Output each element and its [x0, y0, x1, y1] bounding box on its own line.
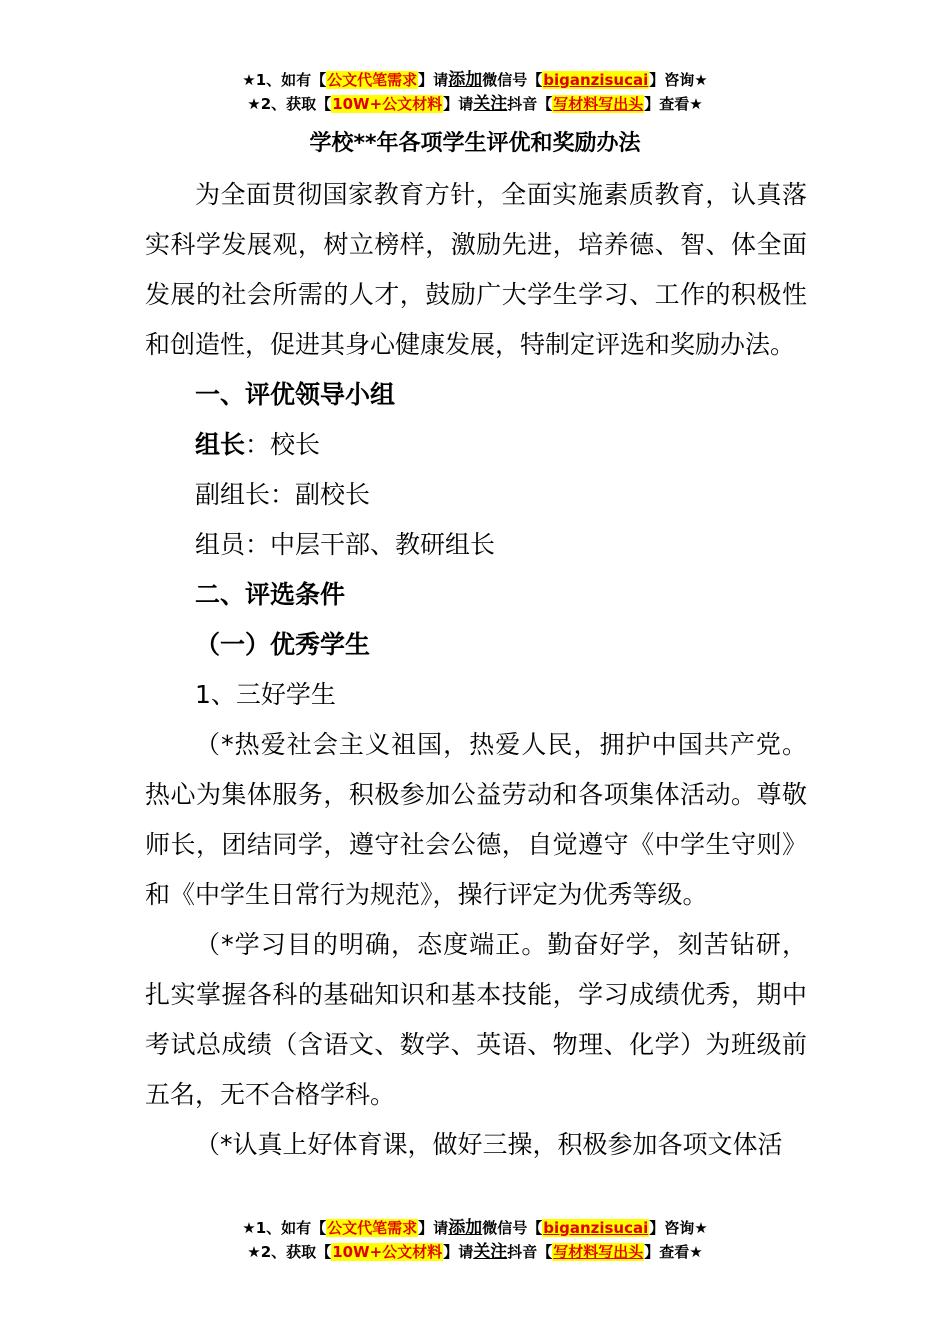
members-label: 组员 [195, 530, 246, 559]
highlight-ghostwriting: 公文代笔需求 [327, 71, 418, 89]
banner-line-1 [0, 1216, 950, 1240]
banner-text: 】咨询★ [649, 71, 708, 89]
members-value: ：中层干部、教研组长 [245, 530, 496, 559]
section1-heading: 一、评优领导小组 [195, 380, 396, 409]
star-icon: ★ [242, 71, 256, 89]
banner-text: 1、如有【 [255, 71, 327, 89]
banner-text: 】查看★ [644, 1243, 703, 1261]
leader-value: ：校长 [245, 430, 321, 459]
header-banner [0, 68, 950, 116]
wechat-id[interactable]: biganzisucai [543, 71, 649, 89]
vice-leader-line [145, 470, 807, 520]
banner-text: 】请 [443, 1243, 474, 1261]
banner-text: 】请 [418, 71, 449, 89]
douyin-account[interactable]: 写材料写出头 [553, 95, 644, 113]
banner-follow-link[interactable]: 关注 [473, 94, 508, 114]
star-icon: ★ [247, 1243, 261, 1261]
banner-text: 2、获取【 [260, 1243, 332, 1261]
banner-text: 】查看★ [644, 95, 703, 113]
banner-text: 2、获取【 [260, 95, 332, 113]
vice-leader-value: ：副校长 [270, 480, 371, 509]
banner-line-2 [0, 1240, 950, 1264]
wechat-id[interactable]: biganzisucai [543, 1219, 649, 1237]
leader-label: 组长 [195, 430, 246, 459]
item-heading: 1、三好学生 [195, 680, 336, 709]
document-body [145, 170, 807, 1170]
highlight-ghostwriting: 公文代笔需求 [327, 1219, 418, 1237]
intro-paragraph: 为全面贯彻国家教育方针，全面实施素质教育，认真落实科学发展观，树立榜样，激励先进，培养德、智、体全面发展的社会所需的人才，鼓励广大学生学习、工作的积极性和创造性，促进其身心健康发展，特制定评选和奖励办法。 [145, 180, 807, 359]
banner-line-2 [0, 92, 950, 116]
criteria-paragraph-3: （*认真上好体育课，做好三操，积极参加各项文体活 [195, 1130, 783, 1159]
footer-banner [0, 1216, 950, 1264]
banner-text: 微信号【 [482, 71, 543, 89]
banner-text: 】请 [418, 1219, 449, 1237]
douyin-account[interactable]: 写材料写出头 [553, 1243, 644, 1261]
banner-line-1 [0, 68, 950, 92]
banner-text: 微信号【 [482, 1219, 543, 1237]
highlight-materials: 10W+公文材料 [332, 1243, 443, 1261]
criteria-paragraph-2: （*学习目的明确，态度端正。勤奋好学，刻苦钻研，扎实掌握各科的基础知识和基本技能，学习成绩优秀，期中考试总成绩（含语文、数学、英语、物理、化学）为班级前五名，无不合格学科。 [145, 930, 807, 1109]
star-icon: ★ [242, 1219, 256, 1237]
banner-text: 】请 [443, 95, 474, 113]
banner-text: 抖音【 [507, 1243, 553, 1261]
banner-add-link[interactable]: 添加 [448, 70, 483, 90]
members-line [145, 520, 807, 570]
banner-text: 抖音【 [507, 95, 553, 113]
vice-leader-label: 副组长 [195, 480, 271, 509]
banner-text: 1、如有【 [255, 1219, 327, 1237]
highlight-materials: 10W+公文材料 [332, 95, 443, 113]
banner-text: 】咨询★ [649, 1219, 708, 1237]
banner-add-link[interactable]: 添加 [448, 1218, 483, 1238]
section2-heading: 二、评选条件 [195, 580, 346, 609]
document-title: 学校**年各项学生评优和奖励办法 [309, 131, 641, 156]
leader-line [145, 420, 807, 470]
criteria-paragraph-1: （*热爱社会主义祖国，热爱人民，拥护中国共产党。热心为集体服务，积极参加公益劳动和各项集体活动。尊敬师长，团结同学，遵守社会公德，自觉遵守《中学生守则》和《中学生日常行为规范》，操行评定为优秀等级。 [145, 730, 807, 909]
star-icon: ★ [247, 95, 261, 113]
banner-follow-link[interactable]: 关注 [473, 1242, 508, 1262]
subsection-heading: （一）优秀学生 [195, 630, 371, 659]
